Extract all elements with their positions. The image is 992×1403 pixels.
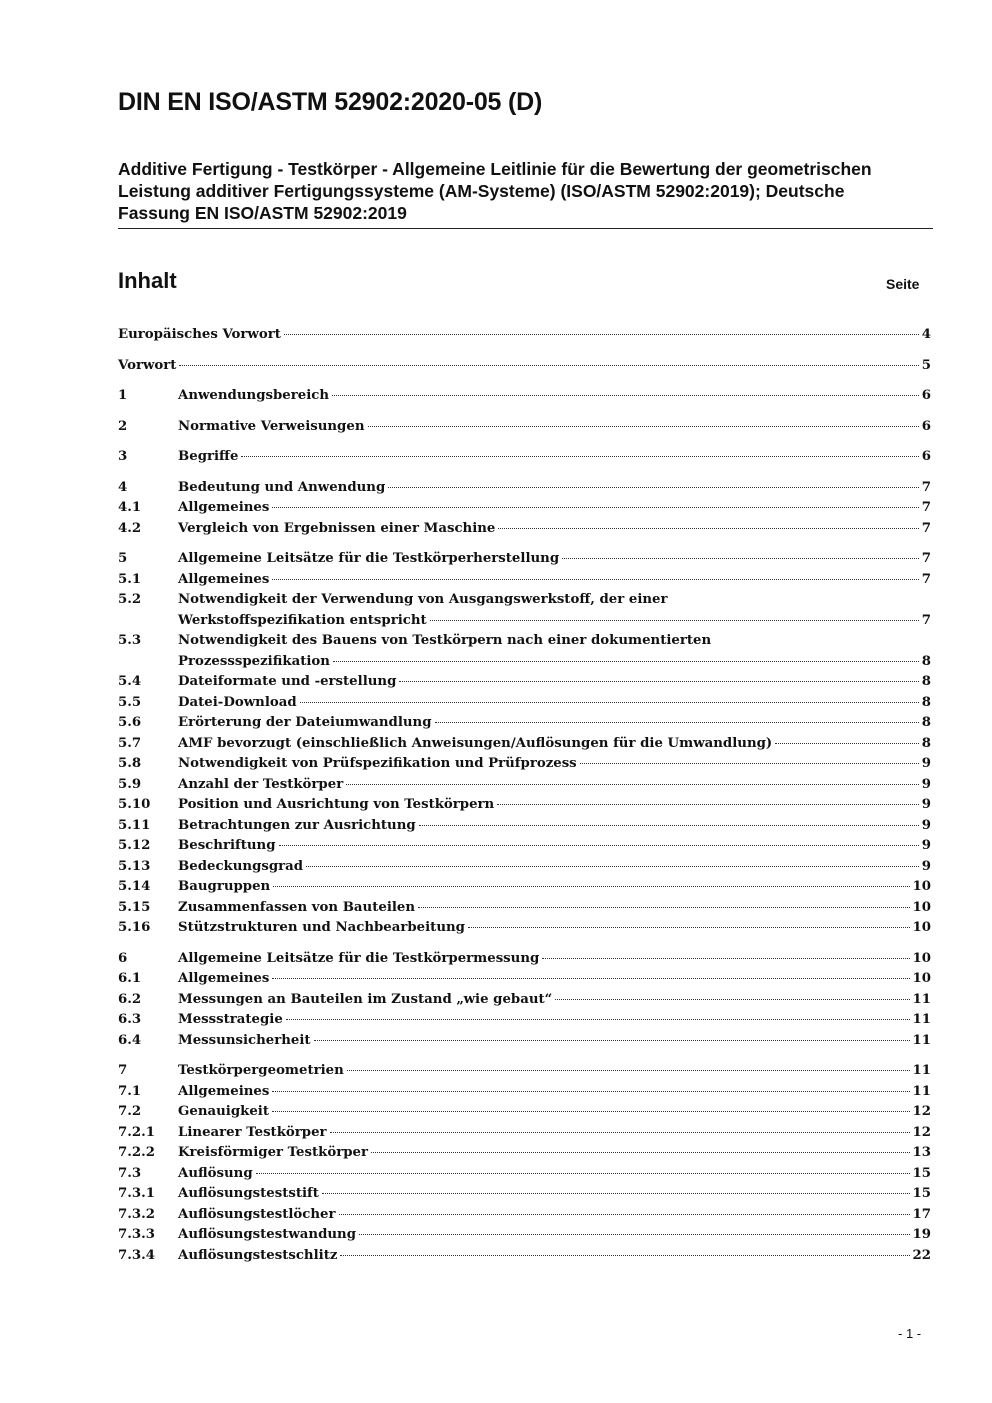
toc-entry[interactable] <box>118 417 931 438</box>
toc-entry-title: Anwendungsbereich <box>178 388 330 403</box>
toc-entry-title: Normative Verweisungen <box>178 418 365 434</box>
toc-entry-number: 6.3 <box>118 1012 142 1027</box>
toc-dot-leader <box>339 1214 911 1215</box>
toc-entry-title: Allgemeines <box>178 500 270 515</box>
toc-entry-title: Begriffe <box>178 449 239 464</box>
toc-entry-title: Allgemeines <box>178 571 270 587</box>
toc-entry[interactable] <box>118 898 931 919</box>
toc-entry[interactable] <box>118 1246 931 1267</box>
toc-entry-page: 12 <box>912 1124 931 1140</box>
toc-entry-number: 7.3.3 <box>118 1227 156 1242</box>
toc-entry[interactable] <box>118 1010 931 1031</box>
toc-entry-number: 5.14 <box>118 879 151 894</box>
toc-entry-title: Vorwort <box>118 357 177 373</box>
toc-entry-page: 4 <box>921 327 931 342</box>
toc-dot-leader <box>306 866 919 867</box>
toc-dot-leader <box>272 1111 911 1112</box>
toc-dot-leader <box>359 1234 910 1235</box>
toc-entry-title-continued: Werkstoffspezifikation entspricht <box>178 612 427 628</box>
toc-dot-leader <box>272 1091 910 1092</box>
toc-entry-title: Auflösungstestlöcher <box>178 1206 336 1222</box>
toc-entry-number: 5.7 <box>118 735 142 751</box>
toc-entry[interactable] <box>118 918 931 939</box>
toc-entry-number: 5.10 <box>118 797 151 812</box>
toc-dot-leader <box>430 620 919 621</box>
toc-entry[interactable] <box>118 816 931 837</box>
toc-entry-number: 5.5 <box>118 694 142 710</box>
toc-entry-title: Auflösungstestwandung <box>178 1227 357 1242</box>
toc-entry-title: Kreisförmiger Testkörper <box>178 1145 368 1160</box>
toc-entry-page: 5 <box>921 357 931 373</box>
toc-entry-title: Testkörpergeometrien <box>178 1063 344 1078</box>
toc-entry[interactable] <box>118 969 931 990</box>
toc-dot-leader <box>497 804 919 805</box>
toc-dot-leader <box>347 1070 911 1071</box>
toc-dot-leader <box>419 825 919 826</box>
toc-entry-number: 5.2 <box>118 592 142 607</box>
toc-entry[interactable] <box>118 356 931 377</box>
toc-dot-leader <box>418 907 910 908</box>
toc-dot-leader <box>332 395 919 396</box>
toc-entry-page: 8 <box>921 674 931 689</box>
toc-entry-page: 9 <box>921 817 931 833</box>
toc-entry-title: Allgemeine Leitsätze für die Testkörpermessung <box>178 950 540 966</box>
toc-entry-number: 2 <box>118 418 128 434</box>
toc-entry[interactable] <box>118 672 931 693</box>
toc-entry-page: 9 <box>921 776 931 792</box>
toc-entry-number: 5.1 <box>118 571 142 587</box>
toc-entry[interactable] <box>118 1184 931 1205</box>
toc-entry-number: 7.3 <box>118 1165 142 1181</box>
toc-entry-title: Stützstrukturen und Nachbearbeitung <box>178 920 465 935</box>
toc-entry-page: 9 <box>921 838 931 853</box>
toc-entry-title: Dateiformate und -erstellung <box>178 674 397 689</box>
toc-entry-number: 6.1 <box>118 971 142 986</box>
toc-dot-leader <box>368 426 920 427</box>
toc-dot-leader <box>371 1152 911 1153</box>
toc-entry[interactable] <box>118 693 931 714</box>
toc-entry[interactable] <box>118 857 931 878</box>
toc-entry-page: 11 <box>912 1063 931 1078</box>
toc-entry-page: 8 <box>921 653 931 669</box>
toc-entry-number: 7.3.2 <box>118 1206 156 1222</box>
toc-entry[interactable] <box>118 1061 931 1082</box>
toc-entry-number: 7.2.1 <box>118 1124 156 1140</box>
toc-entry[interactable] <box>118 1143 931 1164</box>
toc-entry-title: Genauigkeit <box>178 1104 269 1119</box>
toc-entry-title: Bedeutung und Anwendung <box>178 479 386 495</box>
toc-dot-leader <box>562 558 919 559</box>
toc-entry-number: 6.2 <box>118 991 142 1007</box>
toc-dot-leader <box>256 1173 911 1174</box>
page-column-label: Seite <box>886 276 920 292</box>
toc-dot-leader <box>580 763 919 764</box>
toc-entry-title-continued: Prozessspezifikation <box>178 653 330 669</box>
toc-dot-leader <box>322 1193 911 1194</box>
toc-entry-page: 12 <box>912 1104 931 1119</box>
toc-entry-title: AMF bevorzugt (einschließlich Anweisungen/Auflösungen für die Umwandlung) <box>178 735 773 751</box>
toc-dot-leader <box>241 456 919 457</box>
toc-entry-page: 17 <box>912 1206 931 1222</box>
toc-entry-number: 5.13 <box>118 858 151 874</box>
toc-entry-page: 9 <box>921 797 931 812</box>
toc-entry-number: 7.2.2 <box>118 1145 156 1160</box>
toc-entry-page: 22 <box>912 1247 931 1263</box>
toc-dot-leader <box>179 365 919 366</box>
toc-entry-page: 11 <box>912 1032 931 1048</box>
toc-entry-number: 4 <box>118 479 128 495</box>
toc-dot-leader <box>399 681 919 682</box>
toc-dot-leader <box>330 1132 911 1133</box>
toc-entry-title: Baugruppen <box>178 879 271 894</box>
toc-entry-page: 6 <box>921 388 931 403</box>
toc-entry-title: Datei-Download <box>178 694 297 710</box>
toc-entry-number: 7.1 <box>118 1083 142 1099</box>
toc-entry[interactable] <box>118 325 931 346</box>
toc-entry-page: 15 <box>912 1186 931 1201</box>
toc-entry-title: Messunsicherheit <box>178 1032 311 1048</box>
toc-entry-title: Auflösungstestschlitz <box>178 1247 338 1263</box>
toc-entry-title: Auflösungsteststift <box>178 1186 319 1201</box>
toc-entry-number: 6.4 <box>118 1032 142 1048</box>
toc-entry[interactable] <box>118 386 931 407</box>
toc-entry[interactable] <box>118 1225 931 1246</box>
toc-entry-page: 6 <box>921 418 931 434</box>
toc-dot-leader <box>272 978 910 979</box>
toc-entry-number: 5.6 <box>118 715 142 730</box>
toc-entry-page: 7 <box>921 479 931 495</box>
toc-entry-number: 5.4 <box>118 674 142 689</box>
toc-entry[interactable] <box>118 1082 931 1103</box>
toc-entry-page: 9 <box>921 756 931 771</box>
toc-entry-title: Vergleich von Ergebnissen einer Maschine <box>178 520 496 536</box>
toc-entry-number: 5.9 <box>118 776 142 792</box>
toc-entry-number: 1 <box>118 388 128 403</box>
toc-dot-leader <box>279 845 920 846</box>
toc-entry-page: 7 <box>921 520 931 536</box>
toc-entry-title: Auflösung <box>178 1165 253 1181</box>
toc-entry-page: 10 <box>912 899 931 915</box>
toc-dot-leader <box>272 507 919 508</box>
toc-dot-leader <box>555 999 910 1000</box>
toc-dot-leader <box>300 702 919 703</box>
toc-entry-page: 8 <box>921 735 931 751</box>
toc-entry-number: 7.3.4 <box>118 1247 156 1263</box>
toc-entry[interactable] <box>118 1102 931 1123</box>
toc-entry-page: 6 <box>921 449 931 464</box>
toc-entry[interactable] <box>118 498 931 519</box>
toc-entry-title: Allgemeine Leitsätze für die Testkörperherstellung <box>178 551 560 566</box>
toc-entry-title: Notwendigkeit von Prüfspezifikation und Prüfprozess <box>178 756 577 771</box>
toc-entry-title: Messungen an Bauteilen im Zustand „wie gebaut“ <box>178 991 553 1007</box>
toc-entry-page: 10 <box>912 950 931 966</box>
toc-entry[interactable] <box>118 1031 931 1052</box>
toc-entry-number: 5.15 <box>118 899 151 915</box>
toc-entry-title: Europäisches Vorwort <box>118 327 281 342</box>
toc-entry-title: Notwendigkeit des Bauens von Testkörpern nach einer dokumentierten <box>178 633 712 648</box>
toc-dot-leader <box>284 334 919 335</box>
document-title: DIN EN ISO/ASTM 52902:2020-05 (D) <box>118 88 543 116</box>
toc-dot-leader <box>346 784 919 785</box>
toc-entry-page: 9 <box>921 858 931 874</box>
contents-heading: Inhalt <box>118 268 177 293</box>
toc-entry[interactable] <box>118 1164 931 1185</box>
toc-entry-page: 10 <box>912 879 931 894</box>
toc-entry[interactable] <box>118 990 931 1011</box>
toc-entry[interactable] <box>118 1205 931 1226</box>
toc-entry-number: 5.16 <box>118 920 151 935</box>
toc-entry-page: 19 <box>912 1227 931 1242</box>
toc-dot-leader <box>273 886 910 887</box>
toc-entry[interactable] <box>118 590 931 631</box>
toc-entry[interactable] <box>118 775 931 796</box>
toc-entry[interactable] <box>118 795 931 816</box>
toc-entry-page: 7 <box>921 612 931 628</box>
toc-entry-number: 4.2 <box>118 520 142 536</box>
toc-dot-leader <box>272 579 919 580</box>
toc-entry[interactable] <box>118 836 931 857</box>
toc-entry-page: 10 <box>912 971 931 986</box>
toc-entry[interactable] <box>118 631 931 672</box>
toc-entry-number: 5 <box>118 551 128 566</box>
toc-entry-number: 3 <box>118 449 128 464</box>
toc-entry-title: Position und Ausrichtung von Testkörpern <box>178 797 495 812</box>
toc-entry[interactable] <box>118 549 931 570</box>
toc-dot-leader <box>388 487 919 488</box>
toc-entry-title: Allgemeines <box>178 971 270 986</box>
footer-page-number: - 1 - <box>898 1326 922 1341</box>
toc-dot-leader <box>542 958 910 959</box>
toc-entry[interactable] <box>118 519 931 540</box>
toc-entry-number: 7.2 <box>118 1104 142 1119</box>
toc-entry-title: Betrachtungen zur Ausrichtung <box>178 817 416 833</box>
toc-entry-page: 8 <box>921 715 931 730</box>
toc-entry[interactable] <box>118 877 931 898</box>
toc-dot-leader <box>286 1019 911 1020</box>
toc-entry[interactable] <box>118 1123 931 1144</box>
toc-entry-number: 5.11 <box>118 817 151 833</box>
toc-entry-page: 11 <box>912 1012 931 1027</box>
toc-entry-number: 5.8 <box>118 756 142 771</box>
toc-entry[interactable] <box>118 570 931 591</box>
toc-entry-title: Messstrategie <box>178 1012 283 1027</box>
toc-dot-leader <box>435 722 919 723</box>
toc-entry-page: 7 <box>921 500 931 515</box>
toc-entry-title: Erörterung der Dateiumwandlung <box>178 715 432 730</box>
toc-dot-leader <box>314 1040 911 1041</box>
toc-dot-leader <box>775 743 919 744</box>
toc-dot-leader <box>340 1255 910 1256</box>
toc-dot-leader <box>333 661 919 662</box>
toc-entry-page: 8 <box>921 694 931 710</box>
toc-entry-page: 11 <box>912 1083 931 1099</box>
toc-entry-title: Beschriftung <box>178 838 276 853</box>
table-of-contents <box>118 325 931 1266</box>
toc-entry[interactable] <box>118 713 931 734</box>
toc-entry-page: 11 <box>912 991 931 1007</box>
toc-entry-title: Notwendigkeit der Verwendung von Ausgangswerkstoff, der einer <box>178 592 668 607</box>
toc-entry[interactable] <box>118 478 931 499</box>
toc-dot-leader <box>468 927 911 928</box>
toc-entry-page: 10 <box>912 920 931 935</box>
toc-entry-number: 7 <box>118 1063 128 1078</box>
toc-entry-page: 13 <box>912 1145 931 1160</box>
toc-entry-number: 5.12 <box>118 838 151 853</box>
toc-entry-title: Bedeckungsgrad <box>178 858 304 874</box>
toc-entry-page: 7 <box>921 551 931 566</box>
toc-entry-number: 5.3 <box>118 633 142 648</box>
toc-entry-page: 15 <box>912 1165 931 1181</box>
toc-entry-title: Allgemeines <box>178 1083 270 1099</box>
toc-entry-page: 7 <box>921 571 931 587</box>
toc-entry-number: 6 <box>118 950 128 966</box>
toc-entry-number: 7.3.1 <box>118 1186 156 1201</box>
toc-entry[interactable] <box>118 447 931 468</box>
toc-entry-title: Zusammenfassen von Bauteilen <box>178 899 416 915</box>
document-subtitle: Additive Fertigung - Testkörper - Allgemeine Leitlinie für die Bewertung der geometrischen Leistung additiver Fertigungssysteme (AM-Systeme) (ISO/ASTM 52902:2019); Deutsche Fassung EN ISO/ASTM 52902:2019 <box>118 159 872 223</box>
toc-entry-title: Anzahl der Testkörper <box>178 776 344 792</box>
toc-entry[interactable] <box>118 754 931 775</box>
title-divider <box>118 228 933 229</box>
toc-dot-leader <box>498 528 919 529</box>
toc-entry[interactable] <box>118 949 931 970</box>
toc-entry-number: 4.1 <box>118 500 142 515</box>
toc-entry[interactable] <box>118 734 931 755</box>
toc-entry-title: Linearer Testkörper <box>178 1124 327 1140</box>
